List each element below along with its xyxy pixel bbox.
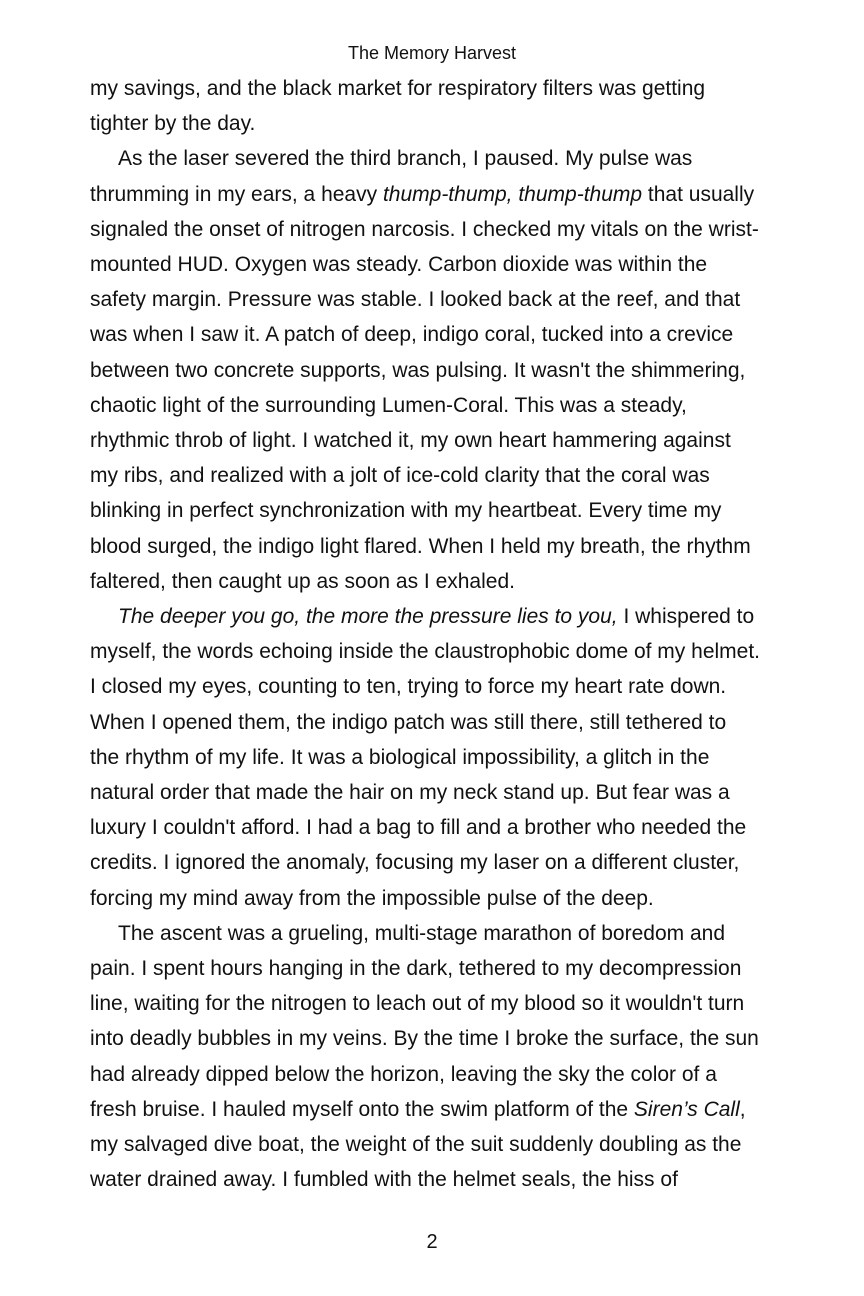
- body-text: [90, 71, 794, 1198]
- text-line: safety margin. Pressure was stable. I looked back at the reef, and that: [90, 288, 741, 312]
- text-line: mounted HUD. Oxygen was steady. Carbon dioxide was within the: [90, 253, 708, 277]
- text-line: credits. I ignored the anomaly, focusing my laser on a different cluster,: [90, 851, 740, 875]
- text-line: between two concrete supports, was pulsing. It wasn't the shimmering,: [90, 358, 746, 382]
- text-line: signaled the onset of nitrogen narcosis. I checked my vitals on the wrist-: [90, 217, 759, 241]
- text-line: The deeper you go, the more the pressure lies to you, I whispered to: [118, 605, 755, 629]
- text-line: chaotic light of the surrounding Lumen-Coral. This was a steady,: [90, 393, 687, 417]
- text-line: forcing my mind away from the impossible pulse of the deep.: [90, 886, 654, 910]
- italic-emphasis: The deeper you go, the more the pressure lies to you,: [118, 605, 618, 629]
- text-line: my savings, and the black market for respiratory filters was getting: [90, 77, 706, 100]
- text-line: into deadly bubbles in my veins. By the time I broke the surface, the sun: [90, 1027, 759, 1051]
- italic-emphasis: Siren’s Call: [633, 1097, 740, 1121]
- text-line: faltered, then caught up as soon as I exhaled.: [90, 569, 515, 593]
- text-line: rhythmic throb of light. I watched it, my own heart hammering against: [90, 429, 731, 453]
- text-line: natural order that made the hair on my neck stand up. But fear was a: [90, 781, 730, 805]
- text-line: fresh bruise. I hauled myself onto the swim platform of the Siren’s Call,: [90, 1097, 746, 1121]
- text-line: When I opened them, the indigo patch was still there, still tethered to: [90, 710, 727, 734]
- text-line: line, waiting for the nitrogen to leach out of my blood so it wouldn't turn: [90, 992, 745, 1016]
- text-line: the rhythm of my life. It was a biological impossibility, a glitch in the: [90, 745, 710, 769]
- text-line: luxury I couldn't afford. I had a bag to fill and a brother who needed the: [90, 816, 747, 840]
- text-line: myself, the words echoing inside the claustrophobic dome of my helmet.: [90, 640, 761, 664]
- text-line: The ascent was a grueling, multi-stage marathon of boredom and: [118, 921, 726, 945]
- text-line: blinking in perfect synchronization with my heartbeat. Every time my: [90, 499, 722, 523]
- text-line: had already dipped below the horizon, leaving the sky the color of a: [90, 1062, 717, 1086]
- text-line: was when I saw it. A patch of deep, indigo coral, tucked into a crevice: [90, 323, 734, 347]
- text-line: my ribs, and realized with a jolt of ice-cold clarity that the coral was: [90, 464, 710, 488]
- text-line: tighter by the day.: [90, 112, 256, 136]
- text-line: thrumming in my ears, a heavy thump-thump, thump-thump that usually: [90, 182, 755, 206]
- running-header: The Memory Harvest: [347, 43, 517, 63]
- text-line: pain. I spent hours hanging in the dark, tethered to my decompression: [90, 957, 742, 981]
- page-number: 2: [426, 1231, 438, 1253]
- text-line: As the laser severed the third branch, I paused. My pulse was: [118, 147, 693, 171]
- text-line: water drained away. I fumbled with the helmet seals, the hiss of: [90, 1168, 678, 1192]
- text-line: I closed my eyes, counting to ten, trying to force my heart rate down.: [90, 675, 727, 699]
- text-line: my salvaged dive boat, the weight of the suit suddenly doubling as the: [90, 1133, 742, 1157]
- text-line: blood surged, the indigo light flared. When I held my breath, the rhythm: [90, 534, 751, 558]
- italic-emphasis: thump-thump, thump-thump: [382, 182, 643, 206]
